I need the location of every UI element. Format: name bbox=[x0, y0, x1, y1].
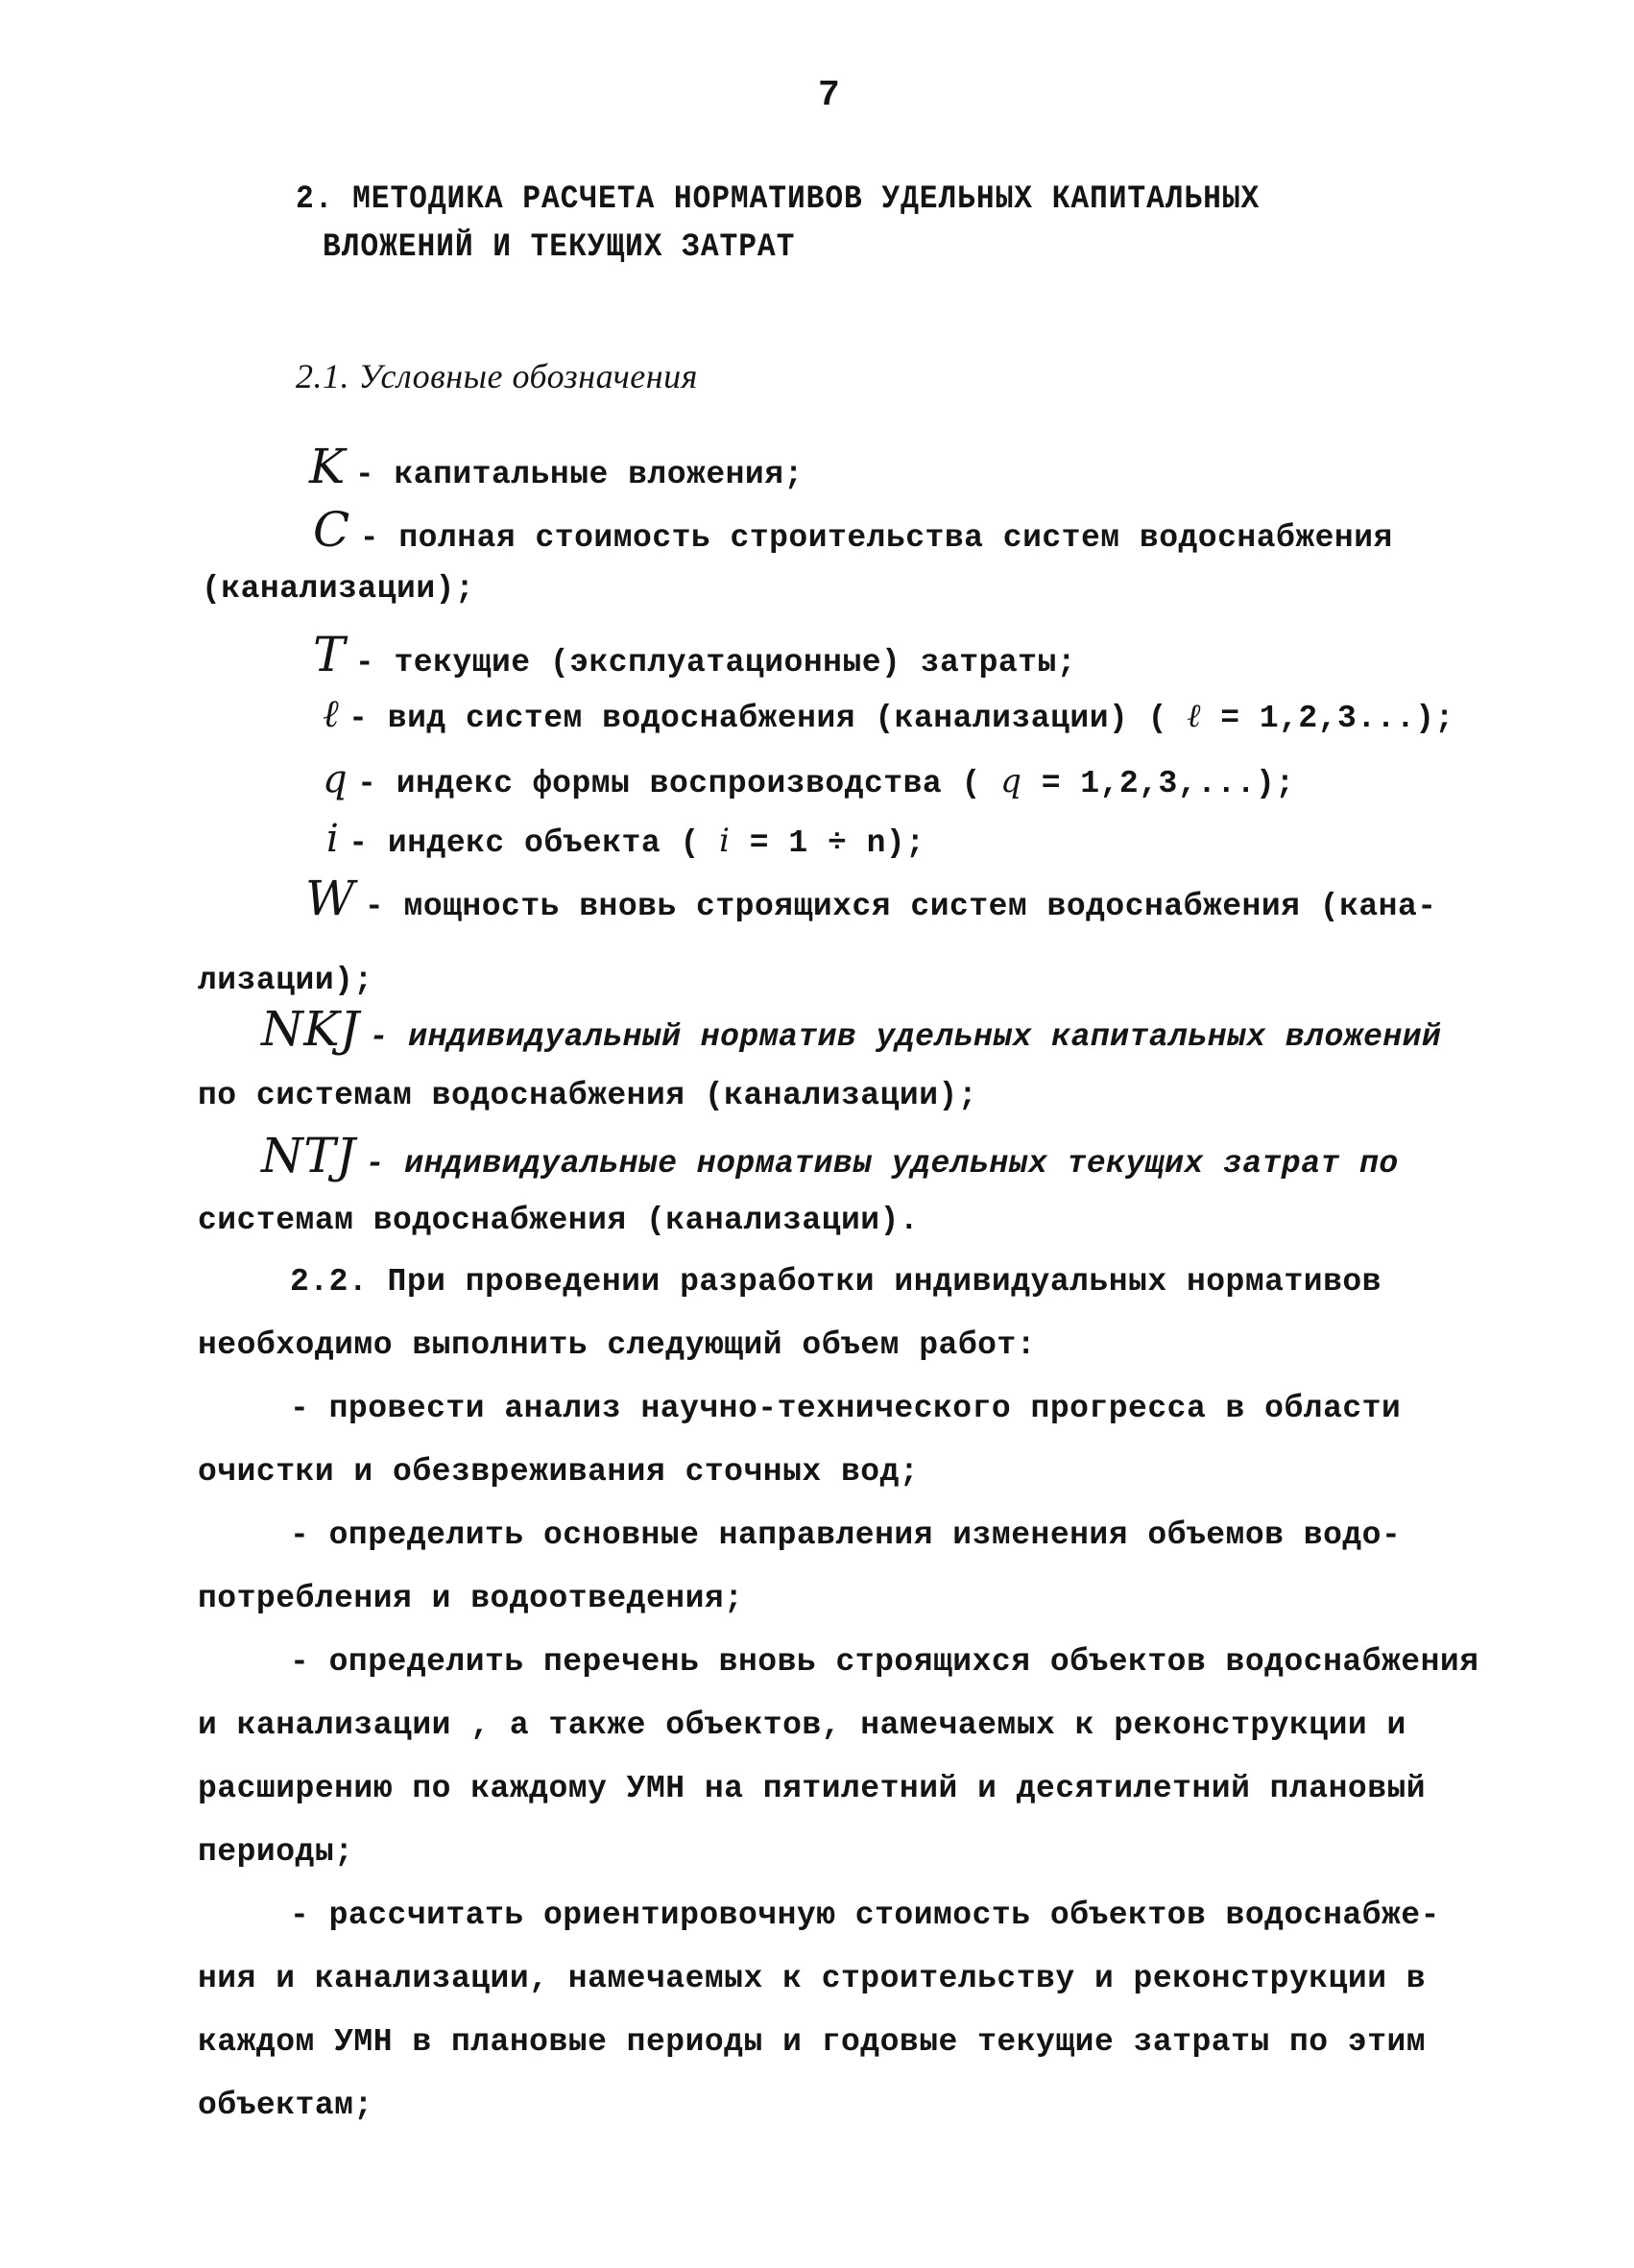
symbol-k: K bbox=[309, 439, 346, 494]
symbol-i: i bbox=[326, 817, 340, 861]
symbol-q: q bbox=[323, 757, 348, 801]
notation-nkj-continuation: по системам водоснабжения (канализации); bbox=[198, 1078, 978, 1113]
section-title-line-1: 2. МЕТОДИКА РАСЧЕТА НОРМАТИВОВ УДЕЛЬНЫХ КАПИТАЛЬНЫХ bbox=[296, 181, 1261, 218]
notation-i bbox=[326, 818, 925, 865]
notation-l-range: = 1,2,3...); bbox=[1220, 701, 1454, 736]
notation-i-text: - индекс объекта ( bbox=[348, 825, 700, 861]
section-title-line-2: ВЛОЖЕНИЙ И ТЕКУЩИХ ЗАТРАТ bbox=[323, 229, 796, 266]
task-3-line-3: расширению по каждому УМН на пятилетний и десятилетний плановый bbox=[198, 1771, 1427, 1806]
task-4-line-4: объектам; bbox=[198, 2088, 373, 2123]
notation-k-text: - капитальные вложения; bbox=[354, 457, 804, 492]
notation-l-text: - вид систем водоснабжения (канализации) ( bbox=[348, 701, 1167, 736]
notation-nkj-text: - индивидуальный норматив удельных капитальных вложений bbox=[369, 1019, 1442, 1055]
notation-nkj bbox=[261, 1001, 1442, 1059]
symbol-t: T bbox=[313, 627, 346, 682]
task-1-line-2: очистки и обезвреживания сточных вод; bbox=[198, 1454, 920, 1490]
subsection-title: 2.1. Условные обозначения bbox=[296, 357, 698, 395]
notation-i-range: = 1 ÷ n); bbox=[749, 825, 925, 861]
notation-t-text: - текущие (эксплуатационные) затраты; bbox=[354, 645, 1077, 680]
task-3-line-2: и канализации , а также объектов, намечаемых к реконструкции и bbox=[198, 1707, 1406, 1743]
symbol-ntj: NTJ bbox=[261, 1128, 356, 1183]
notation-c-text: - полная стоимость строительства систем водоснабжения bbox=[359, 520, 1393, 556]
symbol-w: W bbox=[305, 871, 355, 926]
notation-c bbox=[313, 502, 1393, 560]
paragraph-2-2-line-2: необходимо выполнить следующий объем работ: bbox=[198, 1327, 1037, 1363]
notation-t bbox=[313, 627, 1077, 684]
inline-symbol-l: ℓ bbox=[1187, 697, 1201, 735]
notation-k bbox=[309, 439, 804, 496]
notation-q bbox=[323, 758, 1295, 805]
task-3-line-4: периоды; bbox=[198, 1834, 354, 1870]
notation-ntj-continuation: системам водоснабжения (канализации). bbox=[198, 1203, 920, 1238]
notation-q-text: - индекс формы воспроизводства ( bbox=[357, 766, 981, 801]
notation-q-range: = 1,2,3,...); bbox=[1041, 766, 1295, 801]
notation-w-continuation: лизации); bbox=[198, 963, 373, 998]
inline-symbol-q: q bbox=[1000, 762, 1022, 800]
task-4-line-3: каждом УМН в плановые периоды и годовые текущие затраты по этим bbox=[198, 2024, 1427, 2060]
notation-w-text: - мощность вновь строящихся систем водоснабжения (кана- bbox=[364, 889, 1437, 924]
symbol-l: ℓ bbox=[323, 692, 340, 736]
paragraph-2-2-line-1: 2.2. При проведении разработки индивидуальных нормативов bbox=[290, 1264, 1382, 1300]
notation-l bbox=[323, 693, 1454, 740]
notation-ntj-text: - индивидуальные нормативы удельных текущих затрат по bbox=[365, 1146, 1399, 1182]
symbol-c: C bbox=[313, 502, 350, 558]
inline-symbol-i: i bbox=[719, 822, 731, 860]
task-4-line-2: ния и канализации, намечаемых к строительству и реконструкции в bbox=[198, 1961, 1427, 1996]
task-4-line-1: - рассчитать ориентировочную стоимость объектов водоснабже- bbox=[290, 1898, 1440, 1933]
notation-ntj bbox=[261, 1128, 1399, 1185]
page-number: 7 bbox=[818, 75, 840, 116]
notation-w bbox=[305, 871, 1437, 928]
task-2-line-1: - определить основные направления изменения объемов водо- bbox=[290, 1517, 1402, 1553]
task-3-line-1: - определить перечень вновь строящихся объектов водоснабжения bbox=[290, 1644, 1479, 1680]
task-1-line-1: - провести анализ научно-технического прогресса в области bbox=[290, 1391, 1402, 1426]
symbol-nkj: NKJ bbox=[261, 1001, 360, 1057]
task-2-line-2: потребления и водоотведения; bbox=[198, 1581, 744, 1616]
notation-c-continuation: (канализации); bbox=[202, 571, 475, 607]
